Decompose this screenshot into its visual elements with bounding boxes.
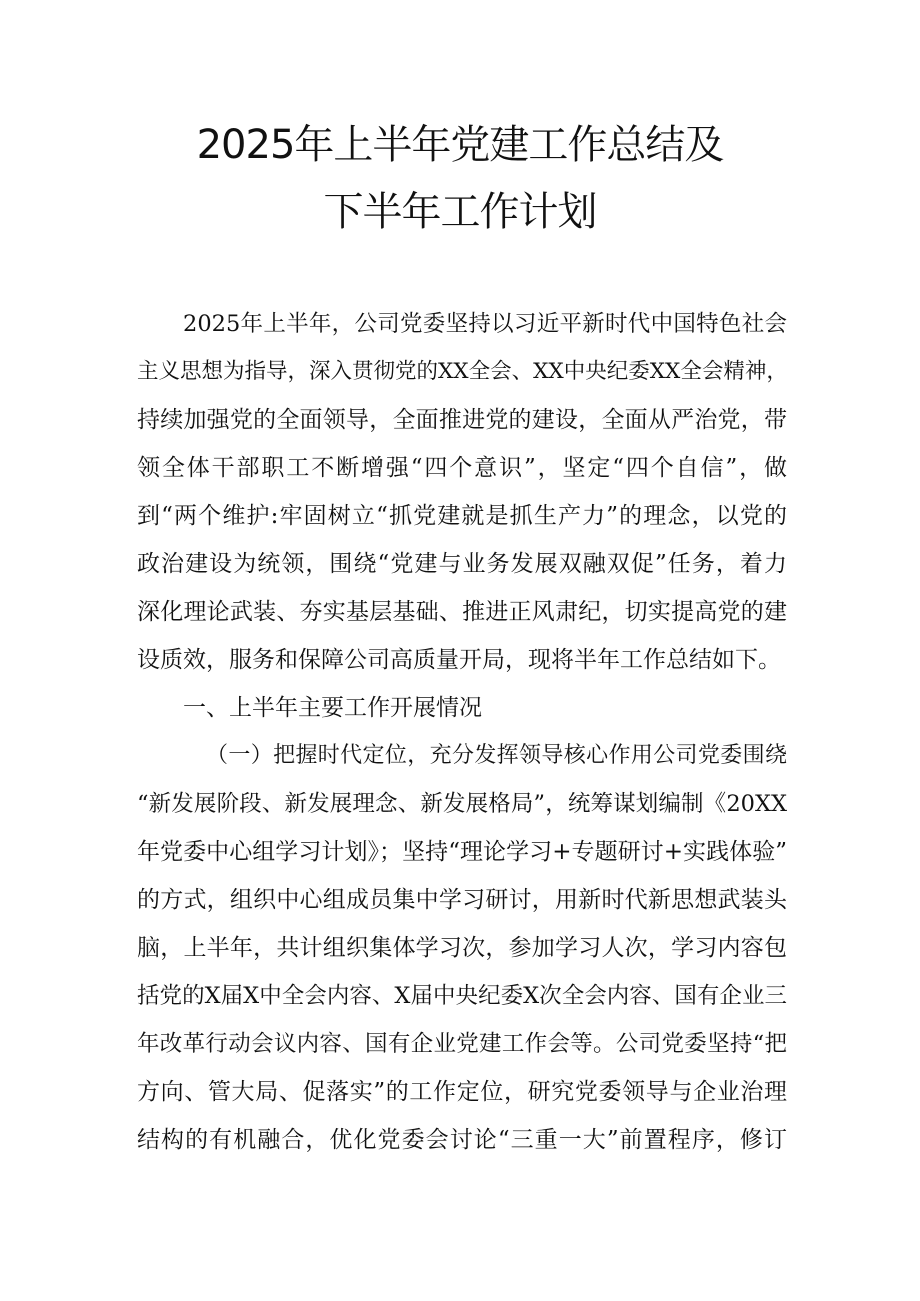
paragraph-line: 方向、管大局、促落实”的工作定位，研究党委领导与企业治理 [137, 1079, 787, 1105]
paragraph-line: “新发展阶段、新发展理念、新发展格局”，统筹谋划编制《20XX [137, 791, 787, 817]
paragraph-line: 结构的有机融合，优化党委会讨论“三重一大”前置程序，修订 [137, 1127, 787, 1153]
section-heading: 一、上半年主要工作开展情况 [183, 695, 482, 721]
paragraph-line: 括党的X届X中全会内容、X届中央纪委X次全会内容、国有企业三 [137, 983, 787, 1009]
paragraph-line: 主义思想为指导，深入贯彻党的XX全会、XX中央纪委XX全会精神， [137, 359, 788, 384]
paragraph-line: 政治建设为统领，围绕“党建与业务发展双融双促”任务，着力 [137, 551, 787, 577]
subsection-heading: （一）把握时代定位，充分发挥领导核心作用公司党委围绕 [206, 743, 787, 768]
document-title-line-1: 2025年上半年党建工作总结及 [196, 122, 724, 168]
paragraph-line: 持续加强党的全面领导，全面推进党的建设，全面从严治党，带 [137, 407, 787, 433]
paragraph-line: 到“两个维护:牢固树立“抓党建就是抓生产力”的理念，以党的 [137, 503, 787, 529]
paragraph-line: 领全体干部职工不断增强“四个意识”，坚定“四个自信”，做 [137, 455, 787, 481]
paragraph-line: 深化理论武装、夯实基层基础、推进正风肃纪，切实提高党的建 [137, 599, 787, 625]
paragraph-line: 2025年上半年，公司党委坚持以习近平新时代中国特色社会 [183, 311, 787, 337]
document-title-line-2: 下半年工作计划 [323, 189, 597, 235]
paragraph-line: 脑，上半年，共计组织集体学习次，参加学习人次，学习内容包 [137, 935, 787, 961]
paragraph-line: 年党委中心组学习计划》；坚持“理论学习+专题研讨+实践体验” [137, 839, 787, 865]
paragraph-line: 年改革行动会议内容、国有企业党建工作会等。公司党委坚持“把 [137, 1031, 787, 1057]
paragraph-line: 的方式，组织中心组成员集中学习研讨，用新时代新思想武装头 [137, 887, 787, 913]
paragraph-line: 设质效，服务和保障公司高质量开局，现将半年工作总结如下。 [137, 647, 781, 673]
